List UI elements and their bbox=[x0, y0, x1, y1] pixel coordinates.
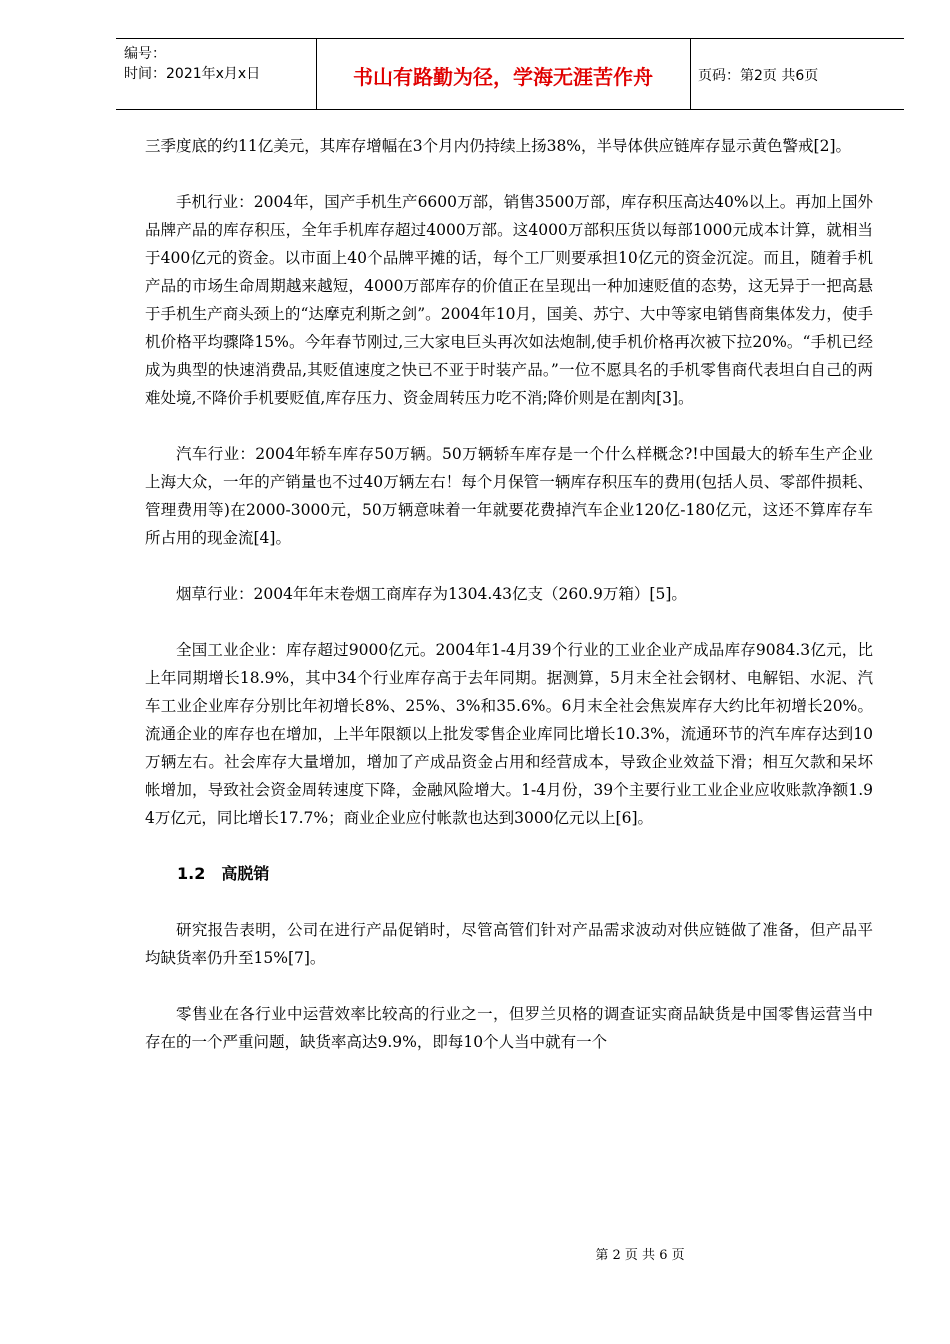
header-motto: 书山有路勤为径，学海无涯苦作舟 bbox=[353, 65, 653, 89]
header-id-label: 编号： bbox=[124, 46, 166, 62]
header-page-label: 页码：第2页 共6页 bbox=[698, 68, 819, 84]
paragraph-retail: 零售业在各行业中运营效率比较高的行业之一，但罗兰贝格的调查证实商品缺货是中国零售运营当中存在的一个严重问题，缺货率高达9.9%，即每10个人当中就有一个 bbox=[145, 1005, 873, 1051]
header-info-cell bbox=[116, 39, 317, 109]
paragraph-semiconductor: 三季度底的约11亿美元，其库存增幅在3个月内仍持续上扬38%，半导体供应链库存显示黄色警戒[2]。 bbox=[145, 137, 851, 155]
document-body bbox=[145, 132, 873, 1084]
paragraph-research: 研究报告表明，公司在进行产品促销时，尽管高管们针对产品需求波动对供应链做了准备，但产品平均缺货率仍升至15%[7]。 bbox=[145, 921, 873, 967]
paragraph-industry: 全国工业企业：库存超过9000亿元。2004年1-4月39个行业的工业企业产成品库存9084.3亿元，比上年同期增长18.9%，其中34个行业库存高于去年同期。据测算，5月末全社会钢材、电解铝、水泥、汽车工业企业库存分别比年初增长8%、25%、3%和35.6%。6月末全社会焦炭库存大约比年初增长20%。流通企业的库存也在增加，上半年限额以上批发零售企业库同比增长10.3%，流通环节的汽车库存达到10万辆左右。社会库存大量增加，增加了产成品资金占用和经营成本，导致企业效益下滑；相互欠款和呆坏帐增加，导致社会资金周转速度下降，金融风险增大。1-4月份，39个主要行业工业企业应收账款净额1.94万亿元，同比增长17.7%；商业企业应付帐款也达到3000亿元以上[6]。 bbox=[145, 641, 873, 827]
header-time-label: 时间：2021年x月x日 bbox=[124, 66, 261, 82]
paragraph-mobile-phone: 手机行业：2004年，国产手机生产6600万部，销售3500万部，库存积压高达40%以上。再加上国外品牌产品的库存积压，全年手机库存超过4000万部。这4000万部积压货以每部1000元成本计算，就相当于400亿元的资金。以市面上40个品牌平摊的话，每个工厂则要承担10亿元的资金沉淀。而且，随着手机产品的市场生命周期越来越短，4000万部库存的价值正在呈现出一种加速贬值的态势，这无异于一把高悬于手机生产商头颈上的“达摩克利斯之剑”。2004年10月，国美、苏宁、大中等家电销售商集体发力，使手机价格平均骤降15%。今年春节刚过,三大家电巨头再次如法炮制,使手机价格再次被下拉20%。“手机已经成为典型的快速消费品,其贬值速度之快已不亚于时装产品。”一位不愿具名的手机零售商代表坦白自己的两难处境,不降价手机要贬值,库存压力、资金周转压力吃不消;降价则是在割肉[3]。 bbox=[145, 193, 873, 407]
page-footer bbox=[0, 1244, 950, 1263]
header-motto-cell bbox=[316, 39, 691, 109]
paragraph-tobacco: 烟草行业：2004年年末卷烟工商库存为1304.43亿支（260.9万箱）[5]。 bbox=[176, 585, 687, 603]
section-title: 1.2 高脱销 bbox=[177, 864, 270, 883]
page-header bbox=[116, 38, 904, 110]
footer-page-number: 第 2 页 共 6 页 bbox=[595, 1248, 685, 1263]
header-page-cell bbox=[690, 39, 904, 109]
paragraph-automobile: 汽车行业：2004年轿车库存50万辆。50万辆轿车库存是一个什么样概念?!中国最大的轿车生产企业上海大众，一年的产销量也不过40万辆左右！每个月保管一辆库存积压车的费用(包括人员、零部件损耗、管理费用等)在2000-3000元，50万辆意味着一年就要花费掉汽车企业120亿-180亿元，这还不算库存车所占用的现金流[4]。 bbox=[145, 445, 873, 547]
